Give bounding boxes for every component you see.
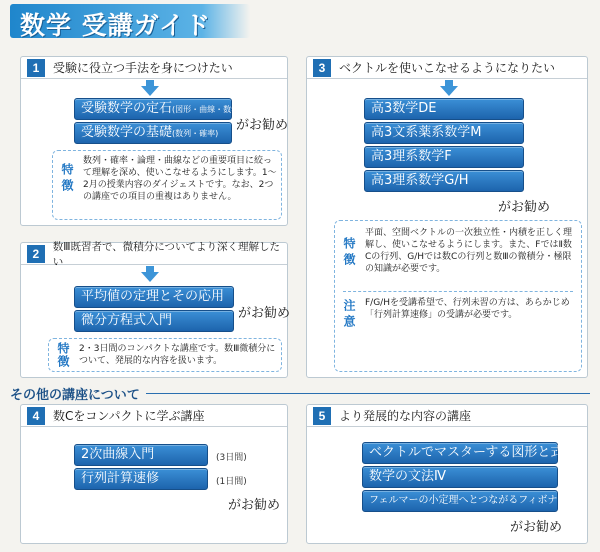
recommend-text: がお勧め [238, 306, 291, 321]
section-3-number: 3 [313, 59, 331, 77]
course-duration: (1日間) [216, 477, 247, 487]
recommend-text: がお勧め [228, 498, 281, 513]
course-button-vector-figure[interactable]: ベクトルでマスターする図形と式 [362, 442, 558, 464]
feature-tag: 特徴 [56, 342, 70, 368]
section-5-title: より発展的な内容の講座 [339, 409, 472, 423]
section-1-title: 受験に役立つ手法を身につけたい [53, 61, 233, 75]
course-button-f[interactable]: 高3理系数学F [364, 146, 524, 168]
course-button-fibonacci[interactable]: フェルマーの小定理へとつながるフィボナッチ [362, 490, 558, 512]
feature-note [334, 220, 582, 372]
course-button-bibun[interactable]: 微分方程式入門 [74, 310, 234, 332]
course-scope: (図形・曲線・数学) [172, 105, 243, 114]
section-2-number: 2 [27, 245, 45, 263]
caution-text: F/G/Hを受講希望で、行列未習の方は、あらかじめ「行列計算速修」の受講が必要です。 [365, 298, 570, 320]
course-button-kiso[interactable] [74, 122, 232, 144]
section-1-number: 1 [27, 59, 45, 77]
course-button-heikinchi[interactable]: 平均値の定理とその応用 [74, 286, 234, 308]
note-divider [343, 291, 573, 292]
section-2-header [21, 240, 287, 268]
feature-tag: 特徴 [60, 163, 74, 195]
feature-note [48, 338, 282, 372]
course-scope: (数列・確率) [172, 129, 219, 138]
section-3-arrow-icon [440, 80, 458, 96]
feature-tag: 特徴 [342, 237, 356, 269]
recommend-text: がお勧め [510, 520, 563, 535]
course-button-nijikyokusen[interactable]: 2次曲線入門 [74, 444, 208, 466]
course-duration: (3日間) [216, 453, 247, 463]
section-3-title: ベクトルを使いこなせるようになりたい [339, 61, 556, 75]
course-name: 受験数学の基礎 [81, 125, 173, 140]
other-courses-title: その他の講座について [10, 388, 140, 403]
course-button-teiseki[interactable] [74, 98, 243, 120]
section-4-title: 数Cをコンパクトに学ぶ講座 [53, 409, 205, 423]
course-button-gh[interactable]: 高3理系数学G/H [364, 170, 524, 192]
section-2-title: 数Ⅲ既習者で、微積分についてより深く理解したい [52, 240, 281, 268]
recommend-text: がお勧め [498, 200, 551, 215]
feature-text: 平面、空間ベクトルの一次独立性・内積を正しく理解し、使いこなせるようにします。また、FではⅡ数Cの行列、G/Hでは数Cの行列と数Ⅲの微積分・極限の知識が必要です。 [365, 228, 573, 274]
section-3-header [307, 57, 587, 79]
page-title: 数学 受講ガイド [10, 4, 250, 38]
section-1-header [21, 57, 287, 79]
other-courses-heading [10, 384, 590, 403]
feature-note [52, 150, 282, 220]
divider-line [146, 393, 590, 394]
course-name: 受験数学の定石 [81, 101, 173, 116]
section-4-header [21, 405, 287, 427]
feature-text: 2・3日間のコンパクトな講座です。数Ⅲ微積分について、発展的な内容を扱います。 [79, 344, 276, 366]
section-1-arrow-icon [141, 80, 159, 96]
section-5-header [307, 405, 587, 427]
course-button-gyoretsu[interactable]: 行列計算速修 [74, 468, 208, 490]
course-button-de[interactable]: 高3数学DE [364, 98, 524, 120]
section-2-arrow-icon [141, 266, 159, 282]
caution-tag: 注意 [342, 299, 356, 331]
recommend-text: がお勧め [236, 118, 289, 133]
course-button-bunpo[interactable]: 数学の文法Ⅳ [362, 466, 558, 488]
feature-text: 数列・確率・論理・曲線などの重要項目に絞って理解を深め、使いこなせるようにします。1～2月の授業内容のダイジェストです。なお、2つの講座での項目の重複はありません。 [83, 156, 277, 202]
course-button-m[interactable]: 高3文系薬系数学M [364, 122, 524, 144]
section-5-number: 5 [313, 407, 331, 425]
section-4-number: 4 [27, 407, 45, 425]
